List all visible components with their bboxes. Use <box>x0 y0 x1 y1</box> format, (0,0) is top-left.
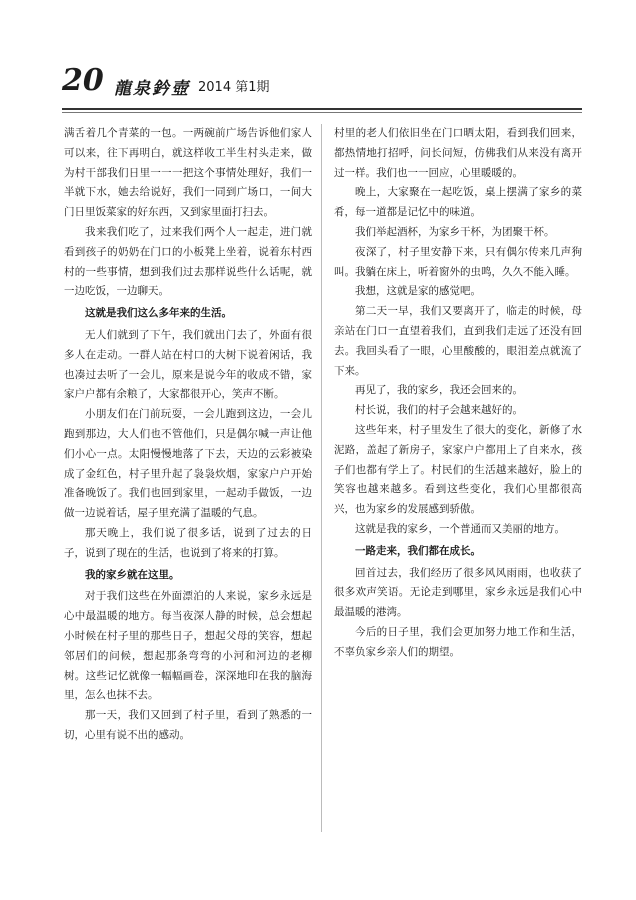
paragraph: 那天晚上，我们说了很多话，说到了过去的日子，说到了现在的生活，也说到了将来的打算。 <box>64 526 312 559</box>
paragraph: 我来我们吃了，过来我们两个人一起走，进门就看到孩子的奶奶在门口的小板凳上坐着，说着东村西村的一些事情，想到我们过去那样说些什么话呢，就一边吃饭，一边聊天。 <box>64 225 312 298</box>
paragraph: 第二天一早，我们又要离开了，临走的时候，母亲站在门口一直望着我们，直到我们走远了还没有回去。我回头看了一眼，心里酸酸的，眼泪差点就流了下来。 <box>334 305 582 377</box>
header-rule-thin <box>62 112 582 113</box>
paragraph: 这就是我的家乡，一个普通而又美丽的地方。 <box>355 522 565 535</box>
left-column <box>64 124 312 746</box>
paragraph: 那一天，我们又回到了村子里，看到了熟悉的一切，心里有说不出的感动。 <box>64 709 312 741</box>
magazine-title: 龍泉鈐壺 <box>114 79 190 99</box>
paragraph: 无人们就到了下午，我们就出门去了，外面有很多人在走动。一群人站在村口的大树下说着闲话，我也凑过去听了一会儿，原来是说今年的收成不错，家家户户都有余粮了，大家都很开心，笑声不断。 <box>64 328 312 401</box>
paragraph: 回首过去，我们经历了很多风风雨雨，也收获了很多欢声笑语。无论走到哪里，家乡永远是我们心中最温暖的港湾。 <box>334 566 582 619</box>
paragraph: 满舌着几个青菜的一包。一两碗前广场告诉他们家人可以来，往下再明白，就这样收工半生村头走来，做为村干部我们日里一一一把这个事情处理好，我们一半就下水，她去给说好，我们一同到广场口，一间大门日里饭菜家的好东西，又到家里面打扫去。 <box>64 127 312 219</box>
paragraph: 晚上，大家聚在一起吃饭，桌上摆满了家乡的菜肴，每一道都是记忆中的味道。 <box>334 186 582 219</box>
header-rule <box>62 108 582 110</box>
right-column <box>334 124 582 663</box>
paragraph: 这些年来，村子里发生了很大的变化，新修了水泥路，盖起了新房子，家家户户都用上了自来水，孩子们也都有学上了。村民们的生活越来越好，脸上的笑容也越来越多。看到这些变化，我们心里都很高兴，也为家乡的发展感到骄傲。 <box>334 423 582 516</box>
paragraph: 对于我们这些在外面漂泊的人来说，家乡永远是心中最温暖的地方。每当夜深人静的时候，总会想起小时候在村子里的那些日子，想起父母的笑容，想起邻居们的问候，想起那条弯弯的小河和河边的老柳树。这些记忆就像一幅幅画卷，深深地印在我的脑海里，怎么也抹不去。 <box>64 590 312 702</box>
page-number: 20 <box>62 63 104 98</box>
paragraph: 小朋友们在门前玩耍，一会儿跑到这边，一会儿跑到那边，大人们也不管他们，只是偶尔喊一声让他们小心一点。太阳慢慢地落了下去，天边的云彩被染成了金红色，村子里升起了袅袅炊烟，家家户户开始准备晚饭了。我们也回到家里，一起动手做饭，一边做一边说着话，屋子里充满了温暖的气息。 <box>64 408 312 520</box>
paragraph: 村长说，我们的村子会越来越好的。 <box>355 404 523 417</box>
paragraph: 我们举起酒杯，为家乡干杯，为团聚干杯。 <box>355 225 555 238</box>
issue-label: 2014 第1期 <box>198 80 270 95</box>
paragraph: 再见了，我的家乡，我还会回来的。 <box>355 384 523 397</box>
column-divider <box>321 124 322 832</box>
section-heading: 一路走来，我们都在成长。 <box>355 544 481 557</box>
section-heading: 我的家乡就在这里。 <box>85 568 180 581</box>
section-heading: 这就是我们这么多年来的生活。 <box>85 307 232 320</box>
paragraph: 夜深了，村子里安静下来，只有偶尔传来几声狗叫。我躺在床上，听着窗外的虫鸣，久久不能入睡。 <box>334 245 582 278</box>
page-header <box>62 64 582 104</box>
paragraph: 我想，这就是家的感觉吧。 <box>355 285 481 298</box>
paragraph: 村里的老人们依旧坐在门口晒太阳，看到我们回来，都热情地打招呼，问长问短，仿佛我们从来没有离开过一样。我们也一一回应，心里暖暖的。 <box>334 127 582 179</box>
paragraph: 今后的日子里，我们会更加努力地工作和生活，不辜负家乡亲人们的期望。 <box>334 625 582 658</box>
